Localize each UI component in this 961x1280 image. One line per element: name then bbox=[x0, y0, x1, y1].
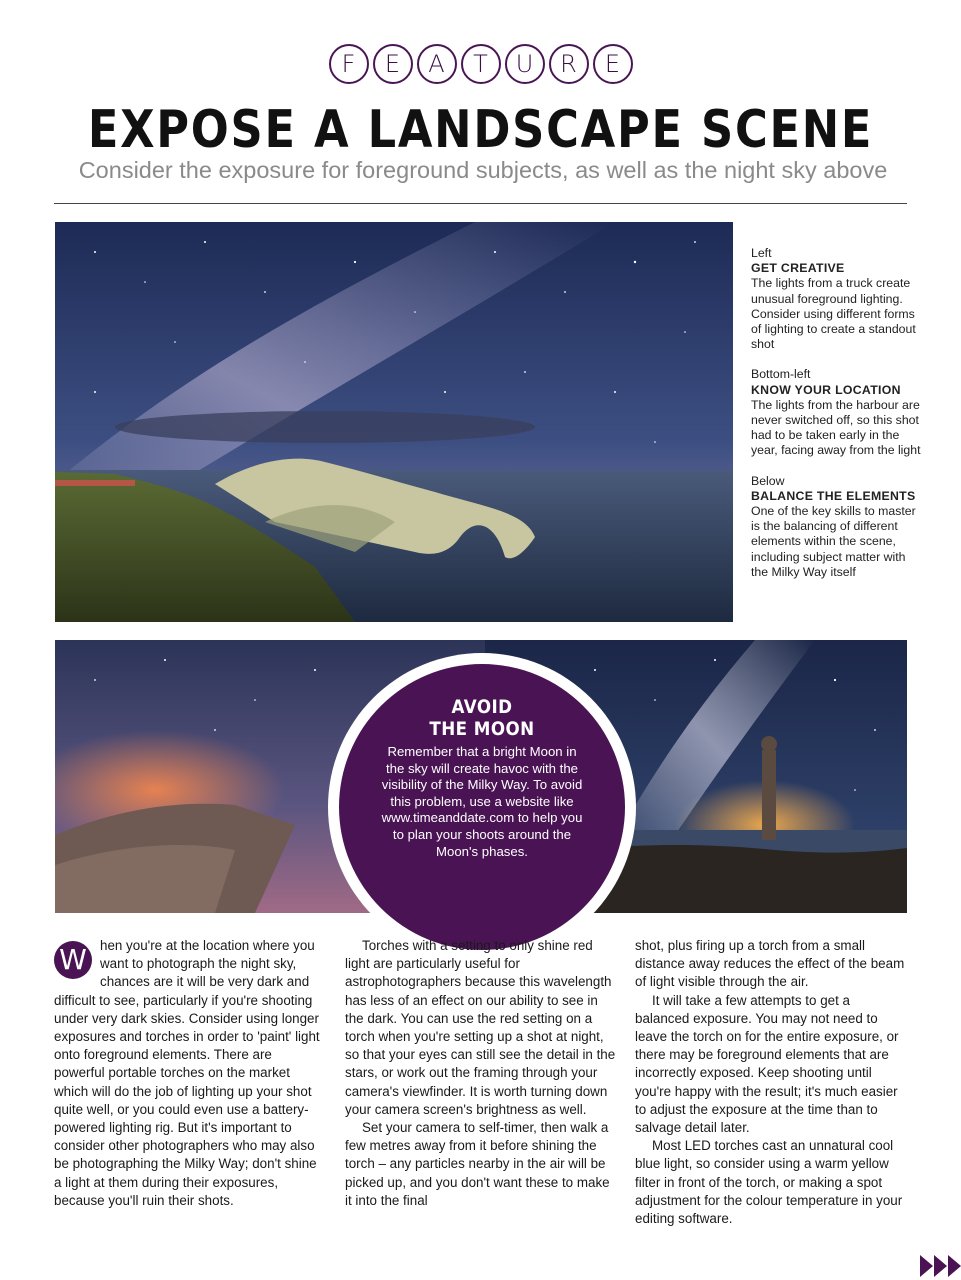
caption-position: Bottom-left bbox=[751, 367, 811, 382]
page-title: EXPOSE A LANDSCAPE SCENE bbox=[87, 100, 874, 160]
caption-text: The lights from a truck create unusual foreground lighting. Consider using different forms of lighting to create a standout shot bbox=[751, 276, 916, 352]
caption-know-your-location bbox=[751, 367, 921, 458]
boxout-disc bbox=[339, 664, 625, 950]
feature-letter: U bbox=[505, 44, 545, 84]
boxout-title-line1: AVOID bbox=[451, 696, 513, 718]
feature-letter: F bbox=[329, 44, 369, 84]
caption-text: The lights from the harbour are never switched off, so this shot had to be taken early in the year, facing away from the light bbox=[751, 397, 921, 458]
photo-captions bbox=[751, 246, 921, 595]
body-column-2 bbox=[345, 937, 617, 1210]
caption-balance-the-elements bbox=[751, 474, 921, 580]
feature-letter: A bbox=[417, 44, 457, 84]
body-paragraph: Torches with a setting to only shine red light are particularly useful for astrophotographers because this wavelength has less of an effect on our ability to see in the dark. You can use the red setting on a torch when you're setting up a shot at night, so that your eyes can still see the detail in the stars, or work out the framing through your camera's viewfinder. It is worth turning down your camera screen's brightness as well. bbox=[345, 938, 616, 1117]
body-paragraph: It will take a few attempts to get a balanced exposure. You may not need to leave the torch on for the entire exposure, or there may be foreground elements that are incorrectly exposed. Keep shooting until you're happy with the result; it's much easier to adjust the exposure at the time than to salvage detail later. bbox=[635, 992, 899, 1136]
feature-letter: E bbox=[593, 44, 633, 84]
boxout-text: Remember that a bright Moon in the sky will create havoc with the visibility of the Milky Way. To avoid this problem, use a website like www.timeanddate.com to help you to plan your shoots around the Moon's phases. bbox=[381, 744, 583, 859]
feature-letter: E bbox=[373, 44, 413, 84]
caption-position: Left bbox=[751, 246, 772, 260]
caption-text: One of the key skills to master is the balancing of different elements within the scene, including subject matter with the Milky Way itself bbox=[751, 504, 916, 579]
photo-sea-arch bbox=[55, 222, 733, 622]
caption-get-creative bbox=[751, 246, 921, 352]
article-body bbox=[54, 937, 914, 1237]
feature-label bbox=[0, 44, 961, 84]
caption-title: BALANCE THE ELEMENTS bbox=[751, 488, 916, 503]
body-paragraph: shot, plus firing up a torch from a small distance away reduces the effect of the beam of light visible through the air. bbox=[635, 938, 905, 990]
caption-title: KNOW YOUR LOCATION bbox=[751, 382, 901, 397]
page-subtitle: Consider the exposure for foreground subjects, as well as the night sky above bbox=[78, 157, 888, 183]
caption-title: GET CREATIVE bbox=[751, 261, 845, 276]
feature-letter: T bbox=[461, 44, 501, 84]
avoid-the-moon-boxout bbox=[328, 653, 636, 961]
feature-letter: R bbox=[549, 44, 589, 84]
body-paragraph: Set your camera to self-timer, then walk a few metres away from it before shining the torch – any particles nearby in the air will be picked up, and you don't want these to make it into the final bbox=[345, 1120, 610, 1208]
body-paragraph: Most LED torches cast an unnatural cool blue light, so consider using a warm yellow filter in front of the torch, or making a spot adjustment for the colour temperature in your editing software. bbox=[635, 1138, 903, 1227]
body-column-3 bbox=[635, 937, 907, 1228]
boxout-title-line2: THE MOON bbox=[429, 718, 535, 740]
continue-arrows-icon bbox=[920, 1253, 961, 1279]
body-paragraph: hen you're at the location where you want to photograph the night sky, chances are it will be very dark and difficult to see, particularly if you're shooting under very dark skies. Consider using longer exposures and torches in order to 'paint' light onto foreground elements. There are powerful portable torches on the market which will do the job of lighting up your shot quite well, or you could even use a battery-powered lighting rig. But it's important to consider other photographers who may also be photographing the Milky Way; don't shine a light at them during their exposures, because you'll ruin their shots. bbox=[54, 938, 320, 1208]
boxout-title bbox=[356, 696, 608, 740]
header-divider bbox=[54, 203, 907, 204]
drop-cap: W bbox=[54, 941, 92, 979]
caption-position: Below bbox=[751, 473, 785, 488]
body-column-1 bbox=[54, 937, 326, 1210]
